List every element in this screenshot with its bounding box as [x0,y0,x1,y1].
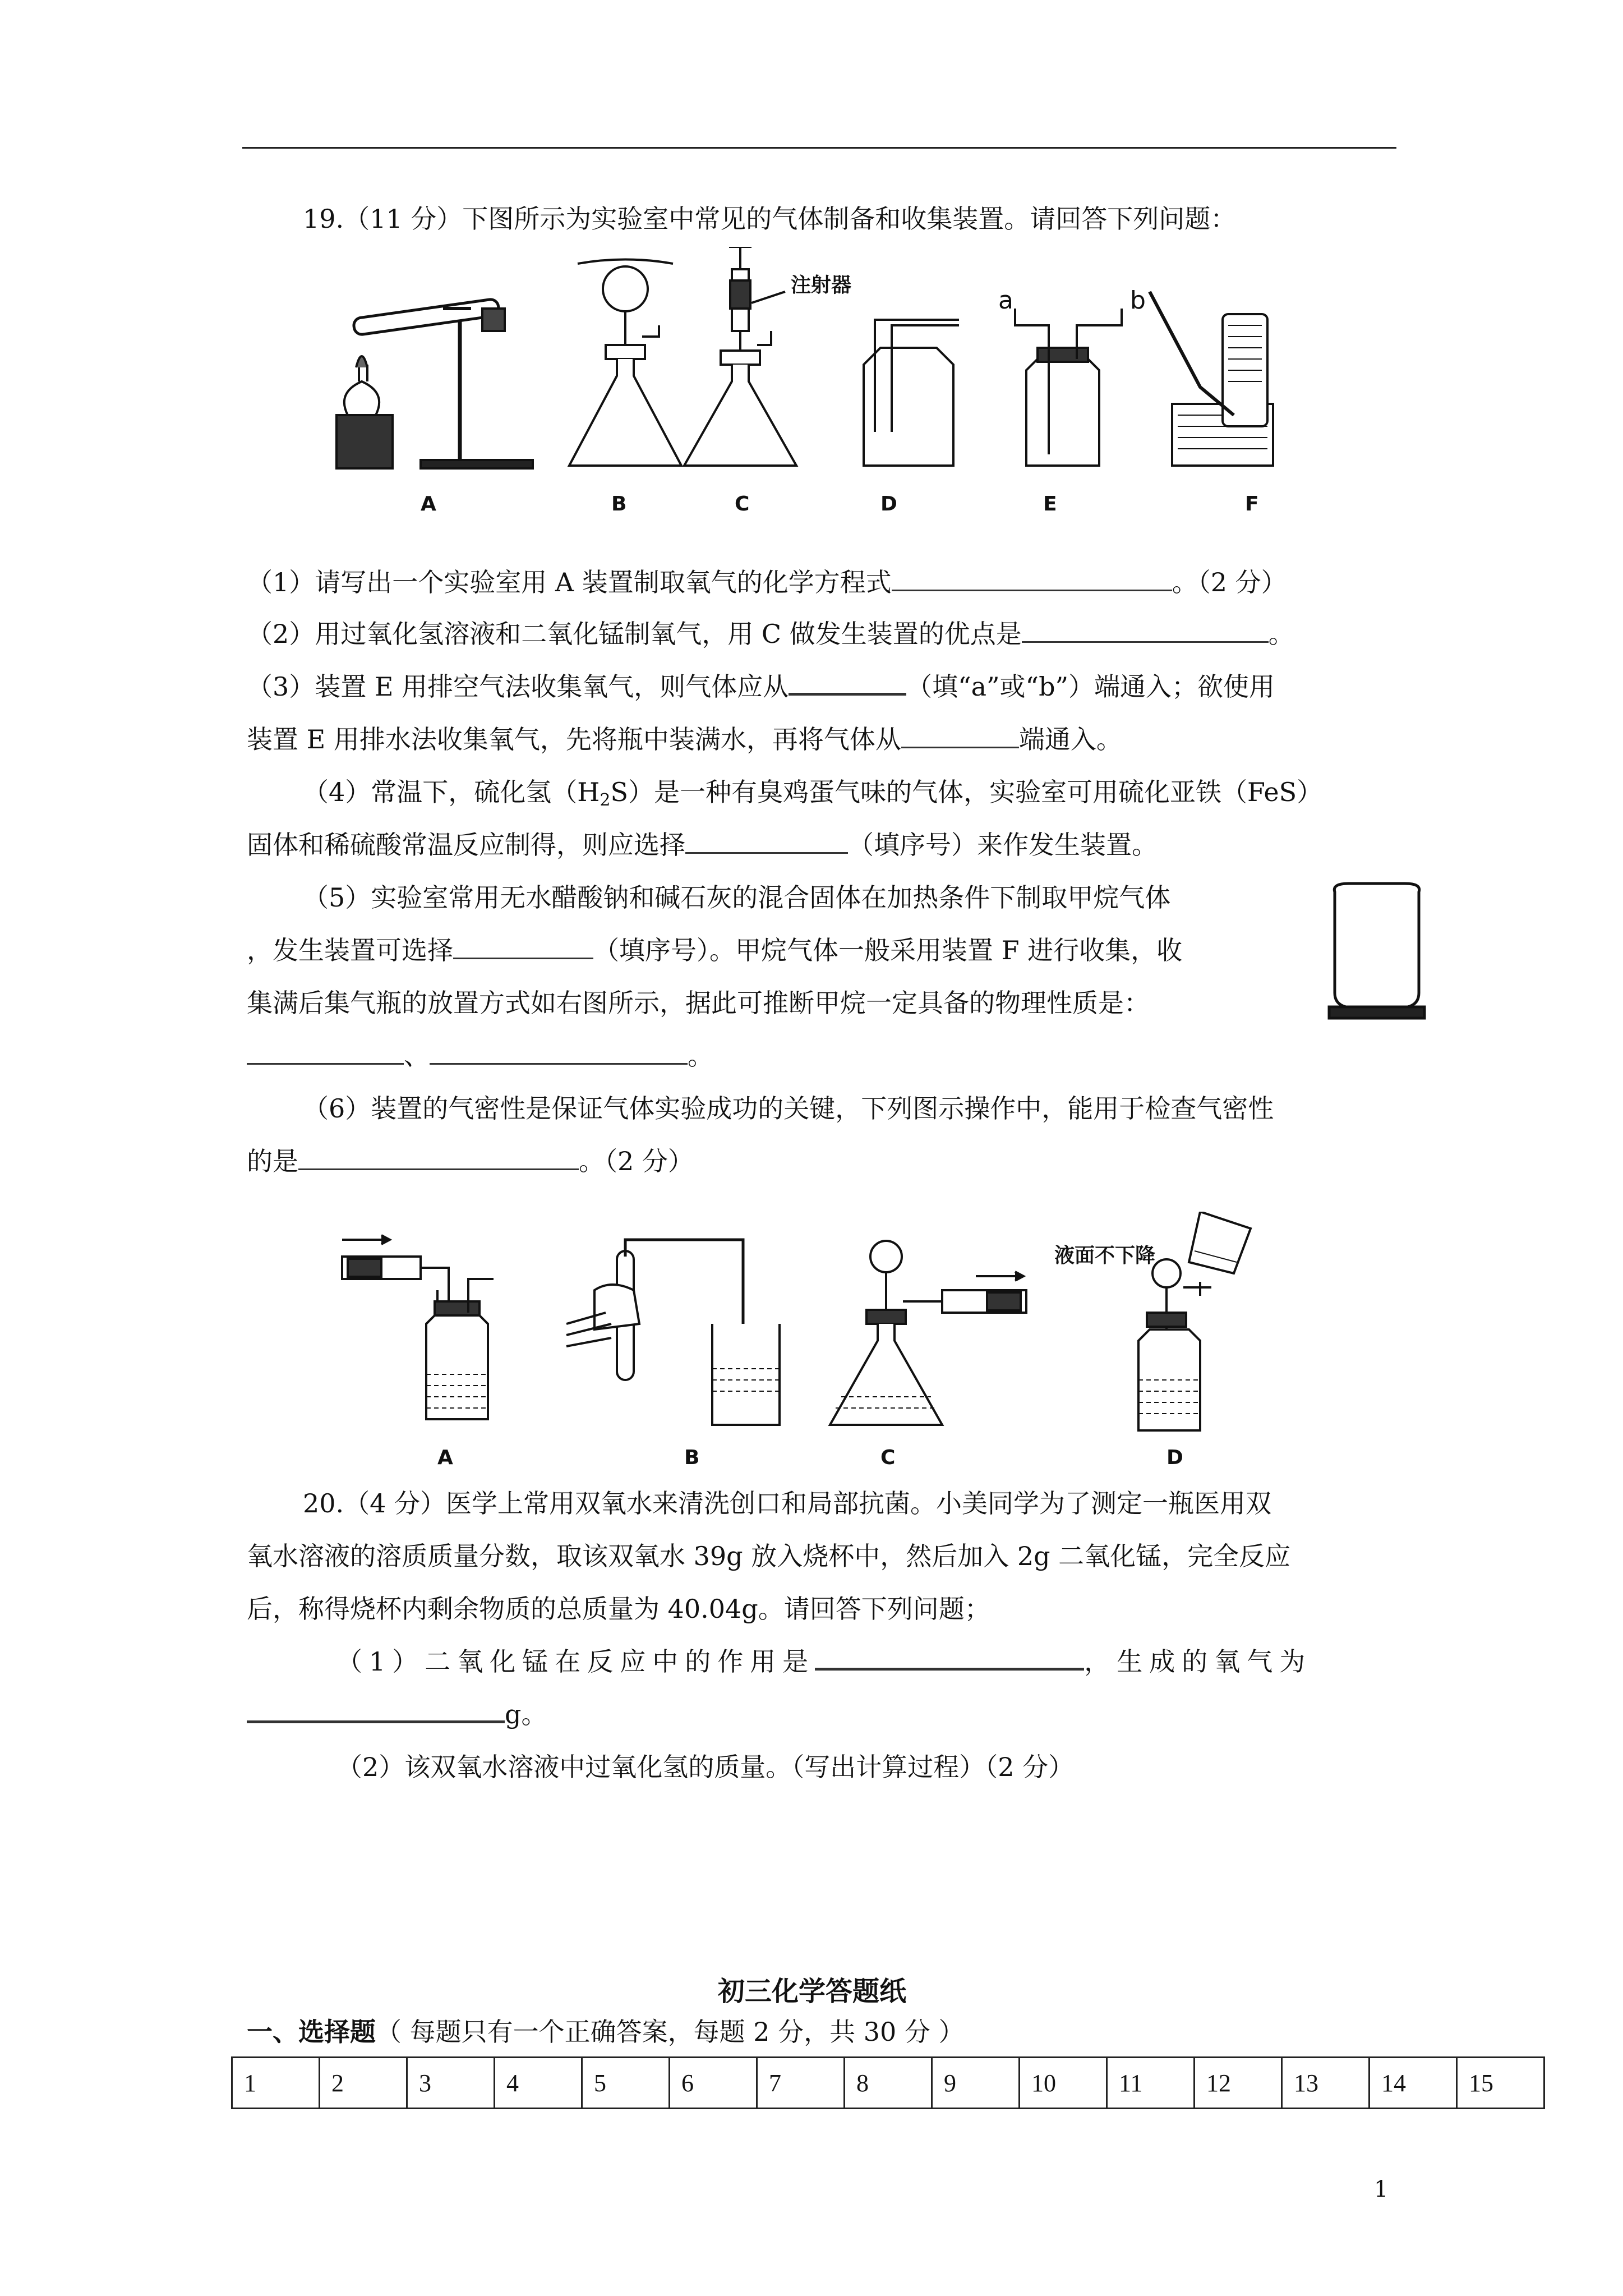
q19-part2: （2）用过氧化氢溶液和二氧化锰制氧气，用 C 做发生装置的优点是 。 [247,619,1294,649]
fig1-label-b: B [611,493,627,516]
port-b-label: b [1130,286,1146,315]
answer-cell-4[interactable]: 4 [495,2058,582,2109]
fig2-label-a: A [437,1446,453,1469]
header-rule [242,147,1396,149]
answer-cell-12[interactable]: 12 [1195,2058,1282,2109]
port-a-label: a [998,286,1013,315]
answer-cell-11[interactable]: 11 [1107,2058,1195,2109]
answer-blank-1[interactable] [892,567,1172,591]
q19-part5-line1: （5）实验室常用无水醋酸钠和碱石灰的混合固体在加热条件下制取甲烷气体 [303,882,1171,913]
apparatus-e [998,286,1146,466]
answer-cell-1[interactable]: 1 [232,2058,320,2109]
fig2-label-b: B [684,1446,700,1469]
answer-blank-4[interactable] [685,830,848,854]
q20-line1: 20.（4 分）医学上常用双氧水来清洗创口和局部抗菌。小美同学为了测定一瓶医用双 [303,1488,1272,1519]
answer-cell-13[interactable]: 13 [1282,2058,1370,2109]
fig1-label-e: E [1043,493,1057,516]
apparatus-a [336,298,533,468]
page-number: 1 [1374,2177,1389,2202]
apparatus-figure-1 [314,247,1279,522]
answer-blank-20b[interactable] [247,1698,505,1723]
answer-sheet-title: 初三化学答题纸 [718,1976,907,2007]
fig2-label-c: C [880,1446,896,1469]
answer-blank-3a[interactable] [789,670,906,696]
answer-blank-5a[interactable] [453,935,593,959]
check-a [342,1235,494,1419]
answer-blank-2[interactable] [1022,619,1269,643]
q20-line2: 氧水溶液的溶质质量分数，取该双氧水 39g 放入烧杯中，然后加入 2g 二氧化锰，完全反应 [247,1541,1291,1571]
answer-cell-5[interactable]: 5 [582,2058,670,2109]
fig1-label-f: F [1245,493,1259,516]
check-b [566,1240,780,1425]
fig2-label-d: D [1166,1446,1183,1469]
fig1-label-c: C [735,493,750,516]
syringe-label: 注射器 [791,274,852,297]
q20-line6: （2）该双氧水溶液中过氧化氢的质量。（写出计算过程）（2 分） [336,1752,1075,1782]
answer-cell-15[interactable]: 15 [1457,2058,1544,2109]
check-c [830,1241,1026,1425]
q19-part5-line3: 集满后集气瓶的放置方式如右图所示，据此可推断甲烷一定具备的物理性质是： [247,988,1150,1018]
q19-intro: 19.（11 分）下图所示为实验室中常见的气体制备和收集装置。请回答下列问题： [303,204,1237,234]
q19-part4-line2: 固体和稀硫酸常温反应制得，则应选择 （填序号）来作发生装置。 [247,830,1158,860]
answer-cell-7[interactable]: 7 [757,2058,845,2109]
q19-part5-line4: 、 。 [247,1039,1402,1073]
q19-part6-line2: 的是 。（2 分） [247,1146,694,1176]
q20-line4: （1）二氧化锰在反应中的作用是 ，生成的氧气为 [336,1646,1312,1677]
q19-part5-line2: ，发生装置可选择 （填序号）。甲烷气体一般采用装置 F 进行收集，收 [247,935,1183,965]
answer-cell-9[interactable]: 9 [932,2058,1020,2109]
fig1-label-d: D [880,493,897,516]
answer-cell-6[interactable]: 6 [670,2058,757,2109]
apparatus-d [864,320,959,466]
apparatus-b [569,260,681,466]
answer-blank-20a[interactable] [815,1645,1084,1671]
apparatus-f [1150,292,1273,466]
answer-cell-3[interactable]: 3 [407,2058,495,2109]
answer-cell-14[interactable]: 14 [1370,2058,1457,2109]
q19-part3-line2: 装置 E 用排水法收集氧气，先将瓶中装满水，再将气体从 端通入。 [247,724,1122,754]
answer-cell-10[interactable]: 10 [1020,2058,1107,2109]
answer-table [231,2056,1545,2109]
inverted-gas-jar-figure [1318,881,1436,1032]
apparatus-c [684,247,851,466]
check-d [1054,1212,1251,1430]
q20-line3: 后，称得烧杯内剩余物质的总质量为 40.04g。请回答下列问题； [247,1594,990,1624]
liquid-level-label: 液面不下降 [1054,1244,1156,1267]
answer-sheet-section: 一、选择题（ 每题只有一个正确答案，每题 2 分，共 30 分 ） [247,2017,965,2047]
answer-cell-2[interactable]: 2 [320,2058,407,2109]
q19-part1: （1）请写出一个实验室用 A 装置制取氧气的化学方程式 。（2 分） [247,567,1287,597]
answer-table-row [232,2058,1544,2109]
q19-part3-line1: （3）装置 E 用排空气法收集氧气，则气体应从 （填“a”或“b”）端通入；欲使用 [247,671,1275,702]
q19-part6-line1: （6）装置的气密性是保证气体实验成功的关键，下列图示操作中，能用于检查气密性 [303,1093,1274,1124]
answer-cell-8[interactable]: 8 [845,2058,932,2109]
answer-blank-5c[interactable] [430,1041,688,1065]
answer-blank-6[interactable] [298,1146,579,1170]
q20-line5: g。 [247,1697,1402,1731]
fig1-label-a: A [421,493,436,516]
answer-blank-5b[interactable] [247,1041,404,1065]
q19-part4-line1: （4）常温下，硫化氢$(H_2S)$是一种有臭鸡蛋气味的气体，实验室可用硫化亚铁（FeS） [303,777,1323,810]
answer-blank-3b[interactable] [901,724,1019,748]
airtightness-figure [325,1212,1324,1475]
